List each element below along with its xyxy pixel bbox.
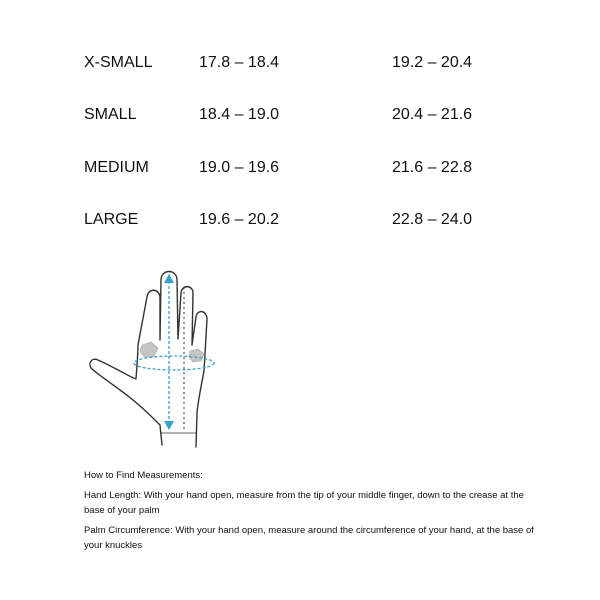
arrow-down-icon	[164, 421, 174, 430]
hand-length-instruction: Hand Length: With your hand open, measure from the tip of your middle finger, down to the crease at the base of your palm	[84, 490, 524, 516]
size-row-xsmall	[0, 54, 600, 78]
palm-circumference-range: 21.6 – 22.8	[392, 159, 473, 176]
arrow-up-icon	[164, 274, 174, 283]
palm-circumference-range: 22.8 – 24.0	[392, 211, 473, 228]
size-label: X-SMALL	[84, 54, 153, 71]
instructions-title: How to Find Measurements:	[84, 470, 203, 481]
knuckle-marker-right	[189, 349, 204, 362]
knuckle-marker-left	[140, 342, 158, 357]
hand-length-range: 19.6 – 20.2	[199, 211, 280, 228]
instructions	[84, 468, 534, 558]
palm-circumference-range: 19.2 – 20.4	[392, 54, 473, 71]
palm-circumference-instruction: Palm Circumference: With your hand open, measure around the circumference of your hand, at the base of your knuckles	[84, 525, 534, 551]
hand-length-range: 18.4 – 19.0	[199, 106, 280, 123]
palm-circumference-range: 20.4 – 21.6	[392, 106, 473, 123]
hand-measurement-icon	[80, 265, 230, 450]
size-row-medium	[0, 159, 600, 183]
hand-outline	[90, 272, 207, 448]
palm-circumference-line	[134, 356, 214, 370]
size-label: LARGE	[84, 211, 139, 228]
hand-length-range: 17.8 – 18.4	[199, 54, 280, 71]
size-row-large	[0, 211, 600, 235]
size-label: SMALL	[84, 106, 137, 123]
hand-length-range: 19.0 – 19.6	[199, 159, 280, 176]
size-label: MEDIUM	[84, 159, 149, 176]
size-row-small	[0, 106, 600, 130]
